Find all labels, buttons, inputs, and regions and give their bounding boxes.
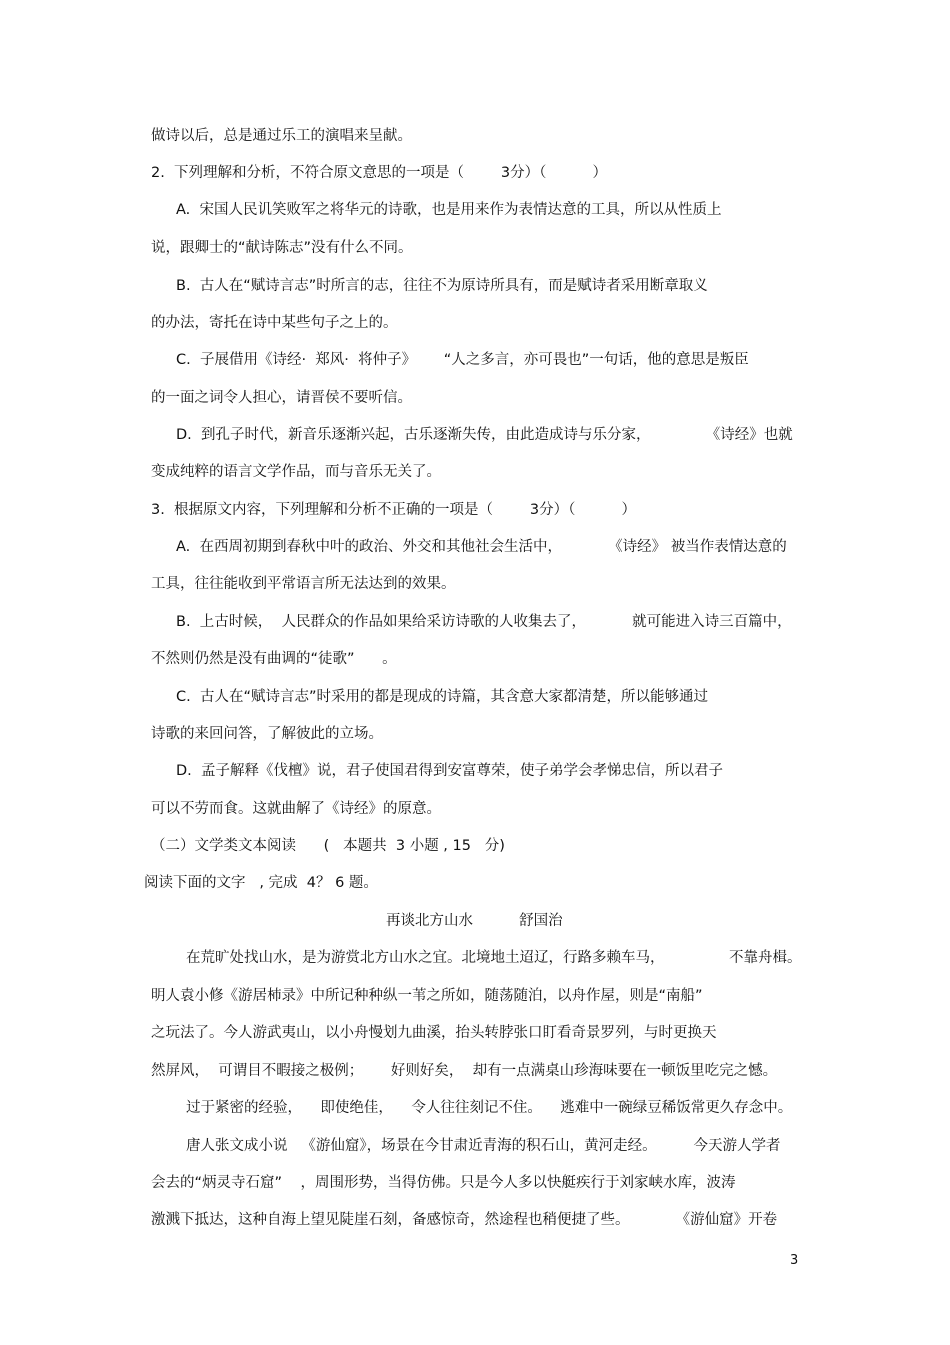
option-3c-line2: 诗歌的来回问答，了解彼此的立场。 xyxy=(151,726,383,742)
option-3b-line1: B. 上古时候， 人民群众的作品如果给采访诗歌的人收集去了， 就可能进入诗三百篇中， xyxy=(176,614,792,630)
option-3b-line2: 不然则仍然是没有曲调的“徒歌” 。 xyxy=(151,651,397,667)
section-heading: （二）文学类文本阅读 ( 本题共 3 小题 , 15 分) xyxy=(151,838,505,854)
option-3d-line1: D. 孟子解释《伐檀》说，君子使国君得到安富尊荣，使子弟学会孝悌忠信，所以君子 xyxy=(176,763,723,779)
option-2b-line1: B. 古人在“赋诗言志”时所言的志，往往不为原诗所具有，而是赋诗者采用断章取义 xyxy=(176,278,708,294)
article-line: 然屏风， 可谓目不暇接之极例； 好则好矣， 却有一点满桌山珍海味要在一顿饭里吃完之憾。 xyxy=(151,1063,778,1079)
article-line: 在荒旷处找山水，是为游赏北方山水之宜。北境地土迢辽，行路多赖车马， 不靠舟楫。 xyxy=(186,950,802,966)
article-line: 明人袁小修《游居杮录》中所记种种纵一苇之所如，随荡随泊，以舟作屋，则是“南船” xyxy=(151,988,703,1004)
article-title: 再谈北方山水 舒国治 xyxy=(386,913,563,929)
page-number: 3 xyxy=(790,1253,799,1268)
option-2b-line2: 的办法，寄托在诗中某些句子之上的。 xyxy=(151,315,398,331)
article-line: 激溅下抵达，这种自海上望见陡崖石刻，备感惊奇，然途程也稍便捷了些。 《游仙窟》开卷 xyxy=(151,1212,778,1228)
reading-instruction: 阅读下面的文字 , 完成 4？ 6 题。 xyxy=(144,875,378,891)
option-2c-line1: C. 子展借用《诗经· 郑风· 将仲子》 “人之多言，亦可畏也”一句话，他的意思是叛臣 xyxy=(176,352,749,368)
article-line: 唐人张文成小说 《游仙窟》，场景在今甘肃近青海的积石山，黄河走经。 今天游人学者 xyxy=(186,1138,781,1154)
option-3a-line1: A. 在西周初期到春秋中叶的政治、外交和其他社会生活中， 《诗经》 被当作表情达意的 xyxy=(176,539,787,555)
option-3c-line1: C. 古人在“赋诗言志”时采用的都是现成的诗篇，其含意大家都清楚，所以能够通过 xyxy=(176,689,708,705)
article-line: 过于紧密的经验， 即使绝佳， 令人往往刻记不住。 逃难中一碗绿豆稀饭常更久存念中。 xyxy=(186,1100,793,1116)
text-line: 做诗以后，总是通过乐工的演唱来呈献。 xyxy=(151,128,412,144)
option-2d-line1: D. 到孔子时代，新音乐逐渐兴起，古乐逐渐失传，由此造成诗与乐分家， 《诗经》也就 xyxy=(176,427,793,443)
option-2a-line2: 说，跟卿士的“献诗陈志”没有什么不同。 xyxy=(151,240,413,256)
option-3a-line2: 工具，往往能收到平常语言所无法达到的效果。 xyxy=(151,576,456,592)
article-line: 之玩法了。今人游武夷山，以小舟慢划九曲溪，抬头转脖张口盯看奇景罗列，与时更换天 xyxy=(151,1025,717,1041)
option-2a-line1: A. 宋国人民讥笑败军之将华元的诗歌，也是用来作为表情达意的工具，所以从性质上 xyxy=(176,202,722,218)
question-2-stem: 2. 下列理解和分析，不符合原文意思的一项是（ 3分）（ ） xyxy=(151,165,607,181)
option-2c-line2: 的一面之词令人担心，请晋侯不要听信。 xyxy=(151,390,412,406)
option-3d-line2: 可以不劳而食。这就曲解了《诗经》的原意。 xyxy=(151,801,441,817)
option-2d-line2: 变成纯粹的语言文学作品，而与音乐无关了。 xyxy=(151,464,441,480)
question-3-stem: 3. 根据原文内容，下列理解和分析不正确的一项是（ 3分）（ ） xyxy=(151,502,636,518)
article-line: 会去的“炳灵寺石窟” ，周围形势，当得仿佛。只是今人多以快艇疾行于刘家峡水库，波涛 xyxy=(151,1175,736,1191)
